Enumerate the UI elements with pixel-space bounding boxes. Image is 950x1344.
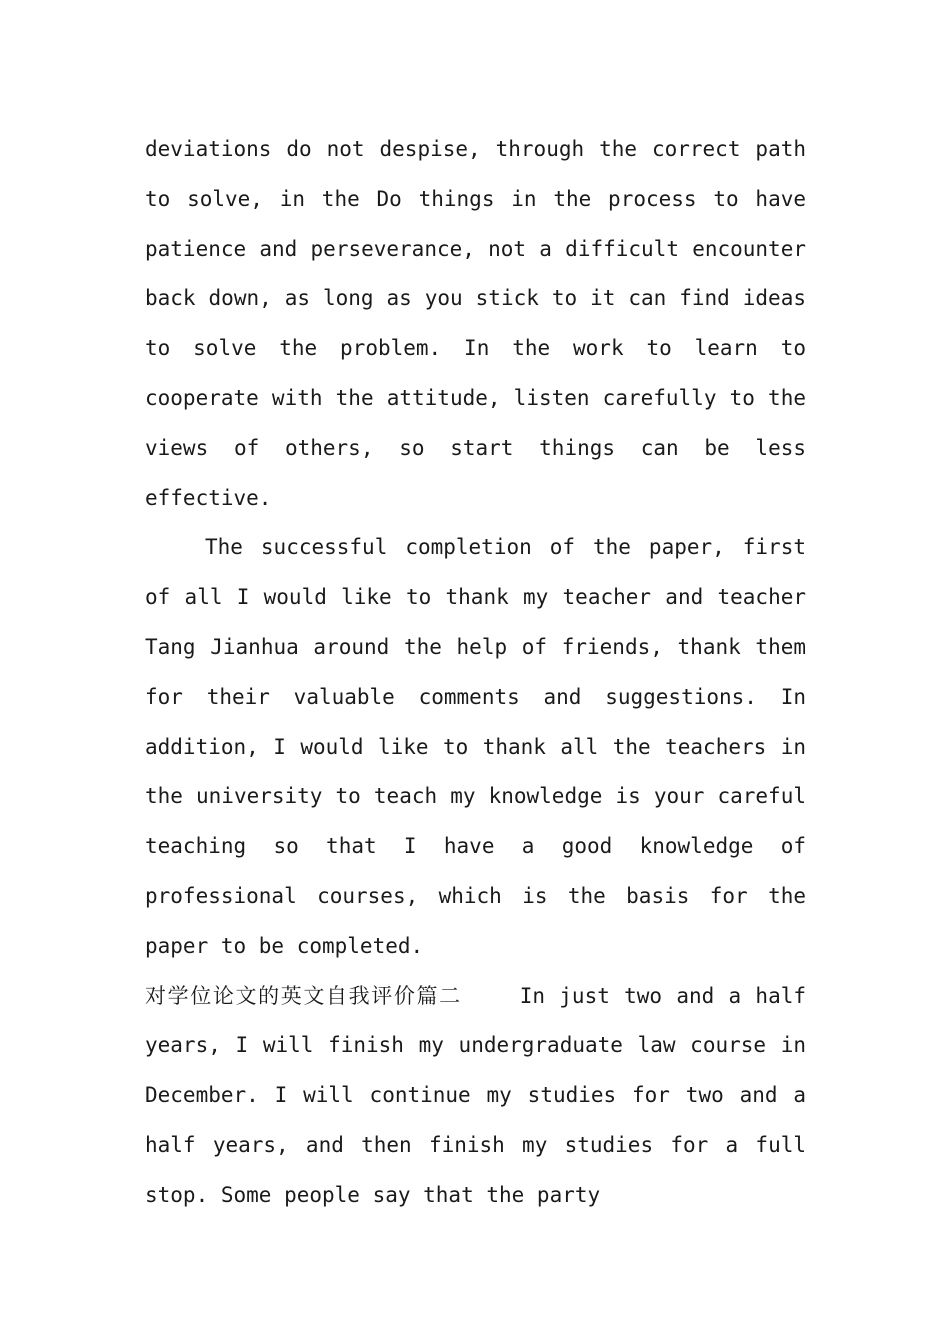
body-text [145,125,806,1221]
section-heading: 对学位论文的英文自我评价篇二 [145,983,462,1008]
paragraph-continuation: deviations do not despise, through the correct path to solve, in the Do things in the process to have patience and perseverance, not a difficult encounter back down, as long as you stick to it can find ideas to solve the problem. In the work to learn to cooperate with the attitude, listen carefully to the views of others, so start things can be less effective. [145,137,806,510]
section-two-paragraph [145,972,806,1221]
section-two-text: In just two and a half years, I will finish my undergraduate law course in December. I will continue my studies for two and a half years, and then finish my studies for a full stop. Some people say that the party [145,983,806,1207]
paragraph-acknowledgement: The successful completion of the paper, first of all I would like to thank my teacher and teacher Tang Jianhua around the help of friends, thank them for their valuable comments and suggestions. In addition, I would like to thank all the teachers in the university to teach my knowledge is your careful teaching so that I have a good knowledge of professional courses, which is the basis for the paper to be completed. [145,535,806,958]
